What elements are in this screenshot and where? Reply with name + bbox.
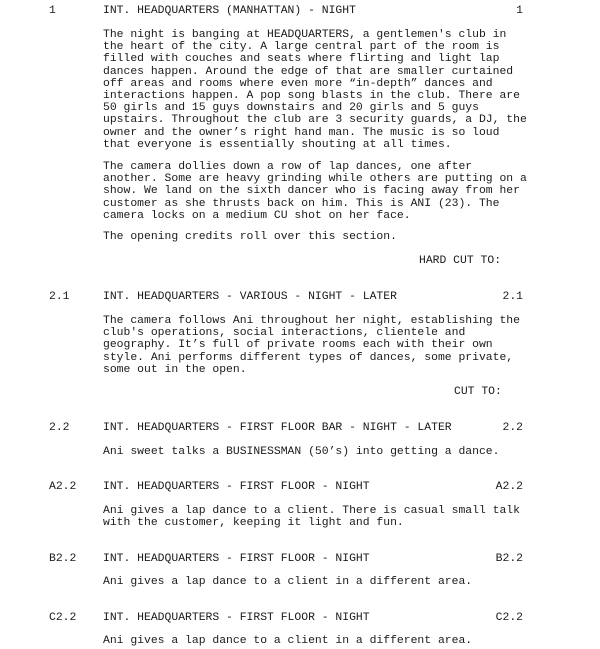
scene-number-right: 2.2 [502, 422, 523, 434]
transition: HARD CUT TO: [419, 255, 502, 267]
scene-number-left: 2.1 [49, 291, 70, 303]
action-paragraph: The camera dollies down a row of lap dances, one after another. Some are heavy grinding while others are putting on a show. We land on the sixth dancer who is facing away from her customer as she thrusts back on him. This is ANI (23). The camera locks on a medium CU shot on her face. [103, 161, 527, 222]
action-paragraph: The camera follows Ani throughout her night, establishing the club's operations, social interactions, clientele and geography. It’s full of private rooms each with their own style. Ani performs different types of dances, some private, some out in the open. [103, 315, 520, 376]
scene-number-left: 1 [49, 5, 56, 17]
scene-number-left: 2.2 [49, 422, 70, 434]
action-paragraph: The opening credits roll over this section. [103, 231, 397, 243]
action-paragraph: Ani sweet talks a BUSINESSMAN (50’s) into getting a dance. [103, 446, 500, 458]
scene-heading: INT. HEADQUARTERS - VARIOUS - NIGHT - LATER [103, 291, 397, 303]
action-paragraph: Ani gives a lap dance to a client. There is casual small talk with the customer, keeping it light and fun. [103, 505, 520, 530]
scene-number-right: 1 [516, 5, 523, 17]
scene-heading: INT. HEADQUARTERS - FIRST FLOOR - NIGHT [103, 481, 370, 493]
scene-number-right: B2.2 [495, 553, 523, 565]
scene-heading: INT. HEADQUARTERS (MANHATTAN) - NIGHT [103, 5, 356, 17]
scene-heading: INT. HEADQUARTERS - FIRST FLOOR - NIGHT [103, 612, 370, 624]
action-paragraph: Ani gives a lap dance to a client in a different area. [103, 576, 473, 588]
scene-number-right: A2.2 [495, 481, 523, 493]
scene-number-left: C2.2 [49, 612, 77, 624]
scene-heading: INT. HEADQUARTERS - FIRST FLOOR - NIGHT [103, 553, 370, 565]
transition: CUT TO: [454, 386, 502, 398]
scene-number-left: A2.2 [49, 481, 77, 493]
scene-number-right: C2.2 [495, 612, 523, 624]
scene-heading: INT. HEADQUARTERS - FIRST FLOOR BAR - NIGHT - LATER [103, 422, 452, 434]
scene-number-right: 2.1 [502, 291, 523, 303]
action-paragraph: The night is banging at HEADQUARTERS, a gentlemen's club in the heart of the city. A large central part of the room is filled with couches and seats where flirting and light lap dances happen. Around the edge of that are smaller curtained off areas and rooms where even more “in-depth” dances and interactions happen. A pop song blasts in the club. There are 50 girls and 15 guys downstairs and 20 girls and 5 guys upstairs. Throughout the club are 3 security guards, a DJ, the owner and the owner’s right hand man. The music is so loud that everyone is essentially shouting at all times. [103, 29, 527, 151]
scene-number-left: B2.2 [49, 553, 77, 565]
action-paragraph: Ani gives a lap dance to a client in a different area. [103, 635, 473, 647]
